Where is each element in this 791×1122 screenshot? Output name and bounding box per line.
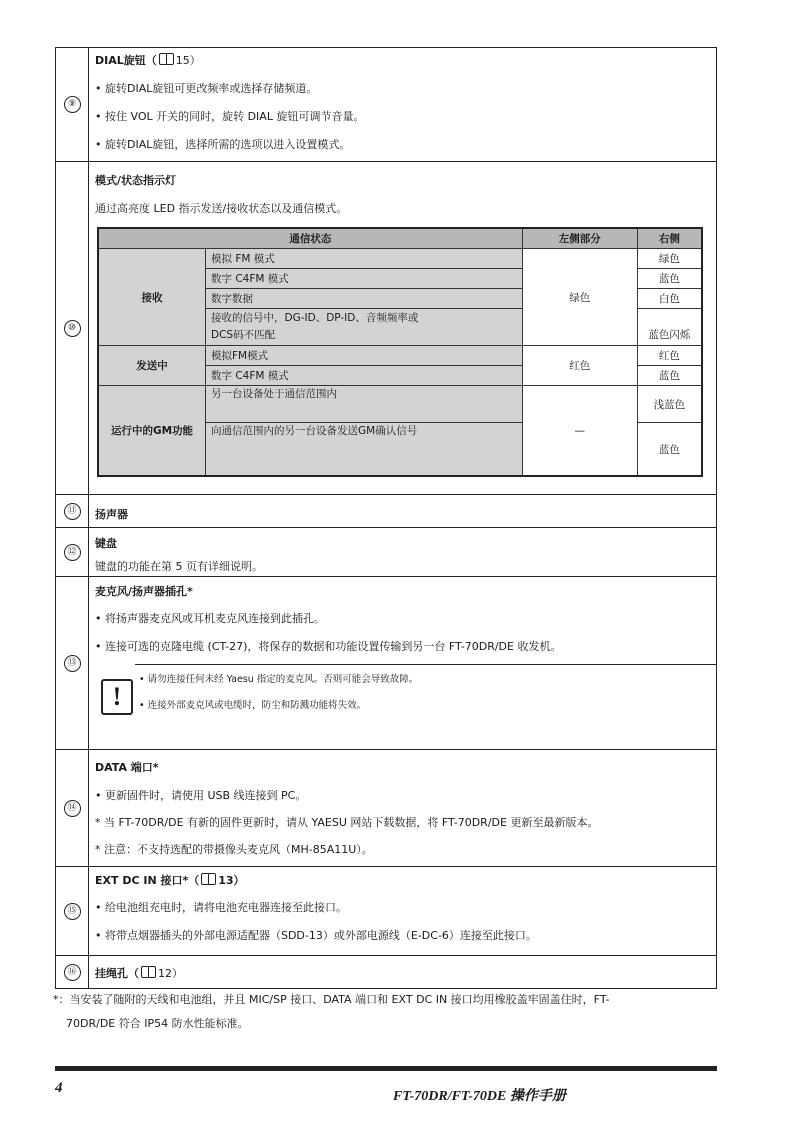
table-cell: 数字 C4FM 模式 [206, 366, 523, 386]
table-cell: 模拟FM模式 [206, 346, 523, 366]
table-cell: 向通信范围内的另一台设备发送GM确认信号 [206, 423, 523, 477]
table-cell: 浅蓝色 [637, 386, 702, 423]
bullet-line: • 旋转DIAL旋钮可更改频率或选择存储频道。 [95, 82, 318, 95]
footer-rule [55, 1066, 717, 1071]
transmit-left-color: 红色 [522, 346, 637, 386]
note-line: * 当 FT-70DR/DE 有新的固件更新时，请从 YAESU 网站下载数据，将 FT-70DR/DE 更新至最新版本。 [95, 816, 599, 829]
table-cell: 另一台设备处于通信范围内 [206, 386, 523, 423]
table-cell: 白色 [637, 289, 702, 309]
receive-label: 接收 [98, 249, 206, 346]
bullet-line: • 按住 VOL 开关的同时，旋转 DIAL 旋钮可调节音量。 [95, 110, 365, 123]
bullet-line: • 将扬声器麦克风或耳机麦克风连接到此插孔。 [95, 612, 325, 625]
book-icon [201, 873, 216, 885]
section-9 [56, 48, 716, 162]
table-cell: 模拟 FM 模式 [206, 249, 523, 269]
section-number: ⑬ [56, 577, 89, 749]
bullet-line: • 连接可选的克隆电缆 (CT-27)，将保存的数据和功能设置传输到另一台 FT-70DR/DE 收发机。 [95, 640, 562, 653]
section-number: ⑩ [56, 162, 89, 494]
led-status-table [97, 227, 703, 477]
bullet-line: • 将带点烟器插头的外部电源适配器（SDD-13）或外部电源线（E-DC-6）连接至此接口。 [95, 929, 537, 942]
book-icon [159, 53, 174, 65]
section-title: 挂绳孔（ 12） [95, 967, 183, 980]
warning-line: • 连接外部麦克风或电缆时，防尘和防溅功能将失效。 [139, 700, 367, 711]
section-title: DATA 端口* [95, 761, 159, 774]
page-number: 4 [55, 1080, 63, 1096]
table-cell: 蓝色闪烁 [637, 309, 702, 346]
warning-box [112, 664, 716, 741]
warning-icon: ! [101, 679, 133, 715]
manual-title: FT-70DR/FT-70DE 操作手册 [393, 1089, 566, 1104]
header-left: 左侧部分 [522, 228, 637, 249]
transmit-label: 发送中 [98, 346, 206, 386]
section-title: 键盘 [95, 537, 117, 550]
footnote-line: 70DR/DE 符合 IP54 防水性能标准。 [66, 1017, 249, 1030]
section-title: 扬声器 [95, 508, 128, 521]
section-13 [56, 577, 716, 750]
section-16 [56, 956, 716, 989]
section-12 [56, 528, 716, 577]
table-cell: 蓝色 [637, 423, 702, 477]
section-number: ⑪ [56, 495, 89, 527]
footnote [53, 988, 721, 1036]
section-10 [56, 162, 716, 495]
section-description: 键盘的功能在第 5 页有详细说明。 [95, 560, 263, 573]
feature-table [55, 47, 717, 989]
gm-left-color: — [522, 386, 637, 477]
section-title: DIAL旋钮（ 15） [95, 54, 201, 67]
book-icon [141, 966, 156, 978]
section-number: ⑭ [56, 750, 89, 866]
section-title: EXT DC IN 接口*（ 13） [95, 874, 245, 887]
section-number: ⑮ [56, 867, 89, 955]
header-right: 右侧 [637, 228, 702, 249]
section-title: 麦克风/扬声器插孔* [95, 585, 193, 598]
section-number: ⑯ [56, 956, 89, 988]
table-cell: 数字数据 [206, 289, 523, 309]
section-description: 通过高亮度 LED 指示发送/接收状态以及通信模式。 [95, 202, 348, 215]
bullet-line: • 给电池组充电时，请将电池充电器连接至此接口。 [95, 901, 347, 914]
table-cell: 数字 C4FM 模式 [206, 269, 523, 289]
section-15 [56, 867, 716, 956]
section-11 [56, 495, 716, 528]
table-cell: 绿色 [637, 249, 702, 269]
section-number: ⑨ [56, 48, 89, 161]
section-number: ⑫ [56, 528, 89, 576]
section-title: 模式/状态指示灯 [95, 174, 177, 187]
receive-left-color: 绿色 [522, 249, 637, 346]
section-14 [56, 750, 716, 867]
note-line: * 注意：不支持选配的带摄像头麦克风（MH-85A11U）。 [95, 843, 373, 856]
header-status: 通信状态 [98, 228, 522, 249]
warning-line: • 请勿连接任何未经 Yaesu 指定的麦克风。否则可能会导致故障。 [139, 674, 419, 685]
table-cell: 红色 [637, 346, 702, 366]
footnote-line: *：当安装了随附的天线和电池组，并且 MIC/SP 接口、DATA 端口和 EXT DC IN 接口均用橡胶盖牢固盖住时，FT- [53, 993, 610, 1006]
bullet-line: • 旋转DIAL旋钮，选择所需的选项以进入设置模式。 [95, 138, 351, 151]
table-cell: 蓝色 [637, 366, 702, 386]
bullet-line: • 更新固件时，请使用 USB 线连接到 PC。 [95, 789, 307, 802]
table-cell: 蓝色 [637, 269, 702, 289]
gm-label: 运行中的GM功能 [98, 386, 206, 477]
table-cell: 接收的信号中，DG-ID、DP-ID、音频频率或 DCS码不匹配 [206, 309, 523, 346]
